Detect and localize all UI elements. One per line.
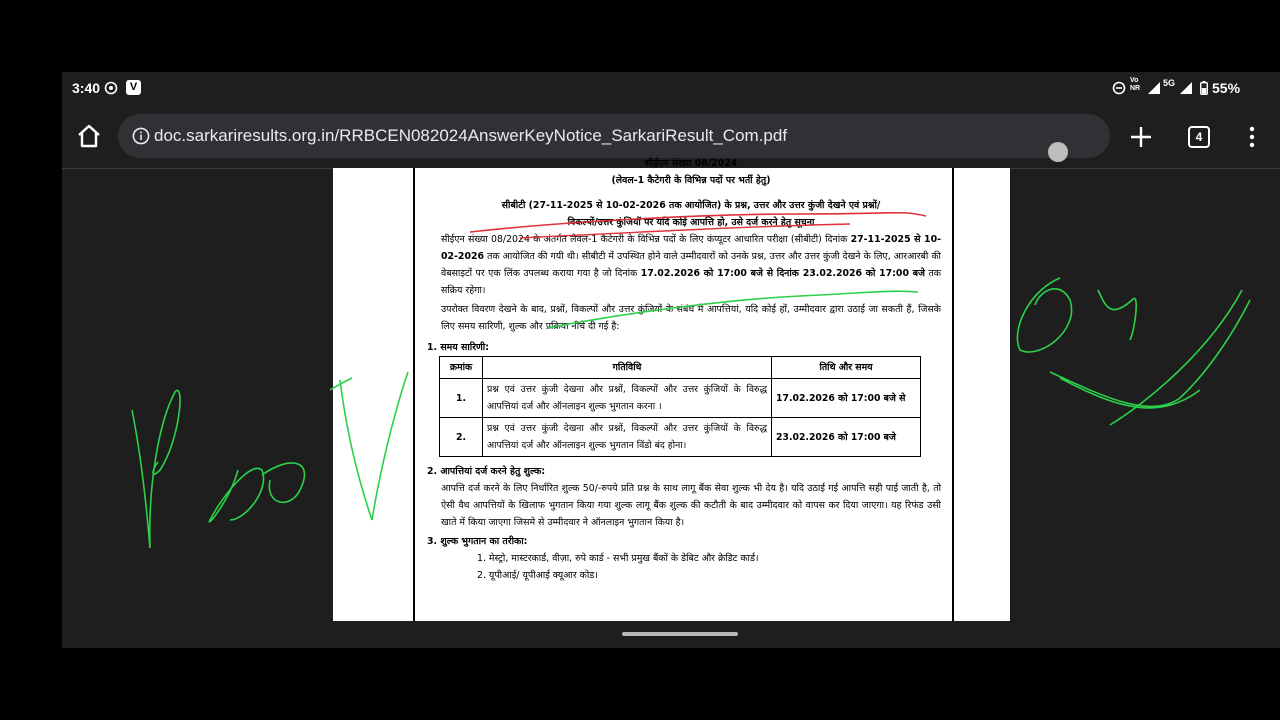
nr-label: NR [1130,85,1141,92]
payment-method-1: 1. मेस्ट्रो, मास्टरकार्ड, वीज़ा, रुपे कार्ड - सभी प्रमुख बैंकों के डेबिट और क्रेडिट कार्ड। [477,553,759,564]
home-icon[interactable] [76,124,102,148]
do-not-disturb-icon [1112,81,1126,95]
gesture-bar[interactable] [622,632,738,636]
battery-level: 55% [1212,80,1241,96]
document-body [427,155,942,584]
section-2-text: आपत्ति दर्ज करने के लिए निर्धारित शुल्क 50/-रुपये प्रति प्रश्न के साथ लागू बैंक सेवा शुल्क भी देय है। यदि उठाई गई आपत्ति सही पाई जाती है, तो ऐसी वैध आपत्तियों के खिलाफ भुगतान किया गया शुल्क लागू बैंक शुल्क की कटौती के बाद उम्मीदवार को वापस कर दिया जाएगा। यह रिफंड उसी खाते में किया जाएगा जिसमे से उम्मीदवार ने ऑनलाइन भुगतान किया है। [441,483,941,528]
col-header-sn: क्रमांक [440,357,483,379]
signal-icon [1148,82,1160,94]
target-icon [104,81,118,95]
col-header-activity: गतिविधि [483,357,772,379]
url-text[interactable]: doc.sarkariresults.org.in/RRBCEN082024AnswerKeyNotice_SarkariResult_Com.pdf [154,126,788,145]
notice-number: सीईएन संख्या 08/2024 [644,158,738,169]
subject-line-1: सीबीटी (27-11-2025 से 10-02-2026 तक आयोजित) के प्रश्न, उत्तर और उत्तर कुंजी देखने एवं प्रश्नों/ [501,200,881,211]
para1-text-c: तक सक्रिय रहेगा। [441,268,942,296]
address-bar[interactable] [118,114,1110,158]
table-row [440,418,921,457]
para1-text-a: सीईएन संख्या 08/2024 के अंतर्गत लेवल-1 कैटेगरी के विभिन्न पदों के लिए कंप्यूटर आधारित परीक्षा (सीबीटी) दिनांक [441,234,851,245]
app-badge-icon: V [126,80,141,95]
row-sn: 1. [440,379,483,418]
row-datetime: 17.02.2026 को 17:00 बजे से [772,379,921,418]
status-bar [62,72,1280,104]
table-header-row [440,357,921,379]
payment-method-2: 2. यूपीआई/ यूपीआई क्यूआर कोड। [477,570,598,581]
tab-switcher-button[interactable]: 4 [1188,126,1210,148]
phone-screen [62,72,1280,648]
pdf-page [333,158,1010,621]
network-type: 5G [1163,78,1176,88]
paragraph-1 [441,231,941,299]
section-2-title: 2. आपत्तियां दर्ज करने हेतु शुल्क: [427,466,546,477]
row-activity: प्रश्न एवं उत्तर कुंजी देखना और प्रश्नों, विकल्पों और उत्तर कुंजियों के विरुद्ध आपत्तियां दर्ज और ऑनलाइन शुल्क भुगतान करना । [483,379,772,418]
row-activity: प्रश्न एवं उत्तर कुंजी देखना और प्रश्नों, विकल्पों और उत्तर कुंजियों के विरुद्ध आपत्तियां दर्ज और ऑनलाइन शुल्क भुगतान विंडो बंद होना। [483,418,772,457]
notice-subtitle: (लेवल-1 कैटेगरी के विभिन्न पदों पर भर्ती हेतु) [611,175,771,186]
battery-icon [1200,81,1208,95]
pdf-content-frame [413,158,954,621]
para1-window: 17.02.2026 को 17:00 बजे से दिनांक 23.02.2026 को 17:00 बजे [640,268,926,279]
row-datetime: 23.02.2026 को 17:00 बजे [772,418,921,457]
schedule-table [439,356,921,457]
status-time: 3:40 [72,80,101,96]
para1-date-range: 27-11-2025 से 10-02-2026 [441,234,941,262]
section-3-title: 3. शुल्क भुगतान का तरीका: [427,536,528,547]
volte-indicator [1130,77,1140,93]
col-header-datetime: तिथि और समय [772,357,921,379]
row-sn: 2. [440,418,483,457]
paragraph-2: उपरोक्त विवरण देखने के बाद, प्रश्नों, विकल्पों और उत्तर कुंजियों के संबंध में आपत्तियां, यदि कोई हों, उम्मीदवार द्वारा उठाई जा सकती हैं, जिसके लिए समय सारिणी, शुल्क और प्रक्रिया नीचे दी गई है: [441,304,941,332]
para1-text-b: तक आयोजित की गयी थी। सीबीटी में उपस्थित होने वाले उम्मीदवारों को उनके प्रश्न, उत्तर और उत्तर कुंजी देखने के लिए, आरआरबी की वेबसाइटों पर एक लिंक उपलब्ध कराया गया है जो दिनांक [441,251,941,279]
more-menu-icon[interactable] [1248,126,1256,148]
section-1-title: 1. समय सारिणी: [427,342,489,353]
info-icon[interactable] [132,127,150,145]
new-tab-icon[interactable] [1128,124,1154,150]
volte-label: Vo [1130,77,1139,84]
table-row [440,379,921,418]
scroll-handle[interactable] [1048,142,1068,162]
signal-icon-2 [1180,82,1192,94]
subject-line-2: विकल्पों/उत्तर कुंजियों पर यदि कोई आपत्ति हो, उसे दर्ज करने हेतु सूचना [567,217,815,228]
